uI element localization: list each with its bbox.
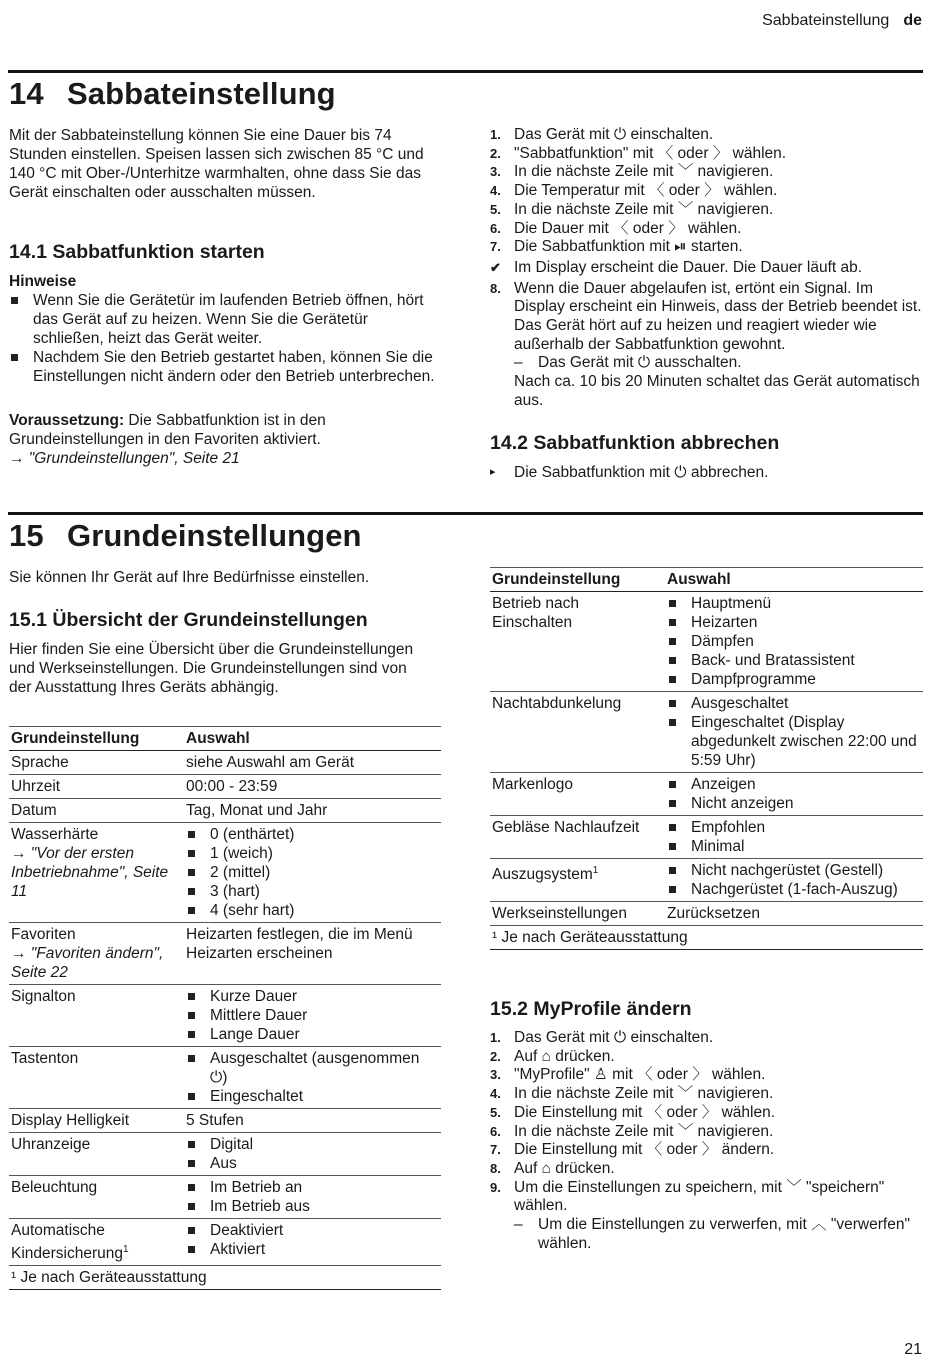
running-header — [762, 12, 922, 30]
step-item: 8. Wenn die Dauer abgelaufen ist, ertönt ein Signal. Im Display erscheint ein Hinweis, dass der Betrieb beendet ist. Das Gerät hört auf zu heizen und reagiert wieder wie außerhalb der Sabbatfunktion gewohnt. – Das Gerät mit ⏻ ausschalten. Nach ca. 10 bis 20 Minuten schaltet das Gerät automatisch aus. — [490, 280, 923, 411]
table-row: Uhranzeige Digital Aus — [9, 1133, 441, 1176]
section-14-2-title: 14.2 Sabbatfunktion abbrechen — [490, 432, 780, 454]
section-14-rule — [8, 70, 923, 73]
settings-table-left — [9, 726, 441, 1290]
section-15-intro: Sie können Ihr Gerät auf Ihre Bedürfnisse einstellen. — [9, 569, 370, 586]
table-row: Betrieb nach Einschalten Hauptmenü Heizarten Dämpfen Back- und Bratassistent Dampfprogramme — [490, 592, 923, 692]
xref-link[interactable]: → "Vor der ersten Inbetriebnahme", Seite 11 — [11, 845, 169, 900]
step-item: 3. "MyProfile" ♙ mit 〈 oder 〉 wählen. — [490, 1066, 766, 1084]
section-15-2-steps — [490, 1029, 923, 1253]
section-15-title: Grundeinstellungen — [67, 518, 362, 553]
table-row: Favoriten → "Favoriten ändern", Seite 22 Heizarten festlegen, die im Menü Heizarten erscheinen — [9, 923, 441, 985]
section-15-1-text: Hier finden Sie eine Übersicht über die Grundeinstellungen und Werkseinstellungen. Die Grundeinstellungen sind von der Ausstattung Ihres Geräts abhängig. — [9, 641, 414, 696]
header-lang: de — [903, 12, 922, 29]
prerequisite-label: Voraussetzung: — [9, 412, 125, 429]
step-item: 9. Um die Einstellungen zu speichern, mit ﹀ "speichern" wählen. – Um die Einstellungen zu verwerfen, mit ︿ "verwerfen" wählen. — [490, 1179, 923, 1254]
table-header: Grundeinstellung Auswahl — [9, 727, 441, 751]
step-item: 5. Die Einstellung mit 〈 oder 〉 wählen. — [490, 1103, 776, 1121]
step-item: 7. Die Sabbatfunktion mit ⏯ starten. — [490, 238, 743, 256]
check-icon: ✔ — [490, 259, 501, 275]
step-item: 6. In die nächste Zeile mit ﹀ navigieren. — [490, 1122, 774, 1140]
section-14-intro: Mit der Sabbateinstellung können Sie eine Dauer bis 74 Stunden einstellen. Speisen lassen sich zwischen 85 °C und 140 °C mit Ober-/Unterhitze warmhalten, ohne dass Sie das Gerät einschalten oder ausschalten müssen. — [9, 127, 424, 201]
step-note: Nach ca. 10 bis 20 Minuten schaltet das Gerät automatisch aus. — [514, 373, 920, 409]
section-15-heading — [9, 518, 909, 554]
step-item: 8. Auf ⌂ drücken. — [490, 1159, 615, 1177]
table-row: Automatische Kindersicherung$^1$ Deaktiviert Aktiviert — [9, 1219, 441, 1266]
section-15-number: 15 — [9, 518, 44, 553]
table-row: Beleuchtung Im Betrieb an Im Betrieb aus — [9, 1176, 441, 1219]
xref-grundeinstellungen[interactable]: → "Grundeinstellungen", Seite 21 — [9, 450, 240, 467]
section-15-1-title: 15.1 Übersicht der Grundeinstellungen — [9, 609, 368, 631]
table-row: Nachtabdunkelung Ausgeschaltet Eingeschaltet (Display abgedunkelt zwischen 22:00 und 5:59 Uhr) — [490, 692, 923, 773]
note-item: Nachdem Sie den Betrieb gestartet haben, können Sie die Einstellungen nicht ändern oder den Betrieb unterbrechen. — [9, 348, 441, 386]
step-item: 1. Das Gerät mit ⏻ einschalten. — [490, 1029, 714, 1046]
step-item: 7. Die Einstellung mit 〈 oder 〉 ändern. — [490, 1141, 775, 1159]
note-item: Wenn Sie die Gerätetür im laufenden Betrieb öffnen, hört das Gerät auf zu heizen. Wenn Sie die Gerätetür schließen, heizt das Gerät weiter. — [9, 291, 441, 348]
step-item: 5. In die nächste Zeile mit ﹀ navigieren. — [490, 200, 774, 218]
table-row: Auszugsystem$^1$ Nicht nachgerüstet (Gestell) Nachgerüstet (1-fach-Auszug) — [490, 859, 923, 902]
table-row: Wasserhärte → "Vor der ersten Inbetriebnahme", Seite 11 0 (enthärtet) 1 (weich) 2 (mittel) 3 (hart) 4 (sehr hart) — [9, 823, 441, 923]
table-row: Signalton Kurze Dauer Mittlere Dauer Lange Dauer — [9, 985, 441, 1047]
step-item: 1. Das Gerät mit ⏻ einschalten. — [490, 126, 714, 143]
table-row: Markenlogo Anzeigen Nicht anzeigen — [490, 773, 923, 816]
settings-table-right — [490, 567, 923, 950]
table-row: Datum Tag, Monat und Jahr — [9, 799, 441, 823]
step-item: 4. In die nächste Zeile mit ﹀ navigieren. — [490, 1085, 774, 1103]
section-14-1-title: 14.1 Sabbatfunktion starten — [9, 241, 265, 263]
step-item: 2. Auf ⌂ drücken. — [490, 1047, 615, 1065]
step-item: 4. Die Temperatur mit 〈 oder 〉 wählen. — [490, 182, 778, 200]
table-footnote: ¹ Je nach Geräteausstattung — [9, 1266, 441, 1290]
table-footnote: ¹ Je nach Geräteausstattung — [490, 926, 923, 950]
table-row: Tastenton Ausgeschaltet (ausgenommen ⏻) Eingeschaltet — [9, 1047, 441, 1109]
xref-link[interactable]: → "Favoriten ändern", Seite 22 — [11, 945, 164, 981]
table-row: Display Helligkeit 5 Stufen — [9, 1109, 441, 1133]
prerequisite — [9, 411, 441, 449]
section-14-2-step: ▸ Die Sabbatfunktion mit ⏻ abbrechen. — [490, 464, 769, 481]
step-item: 2. "Sabbatfunktion" mit 〈 oder 〉 wählen. — [490, 144, 787, 162]
sub-step: – Das Gerät mit ⏻ ausschalten. — [514, 354, 923, 373]
table-header: Grundeinstellung Auswahl — [490, 568, 923, 592]
table-row: Sprache siehe Auswahl am Gerät — [9, 751, 441, 775]
section-15-2-title: 15.2 MyProfile ändern — [490, 998, 692, 1020]
table-row: Werkseinstellungen Zurücksetzen — [490, 902, 923, 926]
prerequisite-text: Die Sabbatfunktion ist in den Grundeinstellungen in den Favoriten aktiviert. — [9, 412, 326, 448]
table-row: Gebläse Nachlaufzeit Empfohlen Minimal — [490, 816, 923, 859]
notes-title: Hinweise — [9, 273, 77, 290]
section-14-heading — [9, 76, 909, 112]
section-14-number: 14 — [9, 76, 44, 111]
header-title: Sabbateinstellung — [762, 12, 890, 29]
table-row: Uhrzeit 00:00 - 23:59 — [9, 775, 441, 799]
section-14-title: Sabbateinstellung — [67, 76, 336, 111]
notes-block — [9, 273, 441, 386]
step-item: 6. Die Dauer mit 〈 oder 〉 wählen. — [490, 219, 742, 237]
arrow-bullet-icon: ▸ — [490, 466, 496, 478]
step-item: 3. In die nächste Zeile mit ﹀ navigieren. — [490, 163, 774, 181]
sub-step: – Um die Einstellungen zu verwerfen, mit ︿ "verwerfen" wählen. — [514, 1216, 923, 1253]
section-14-1-steps — [490, 126, 923, 411]
section-15-rule — [8, 512, 923, 515]
page-number: 21 — [904, 1341, 922, 1358]
result-item: ✔ Im Display erscheint die Dauer. Die Dauer läuft ab. — [490, 258, 863, 276]
